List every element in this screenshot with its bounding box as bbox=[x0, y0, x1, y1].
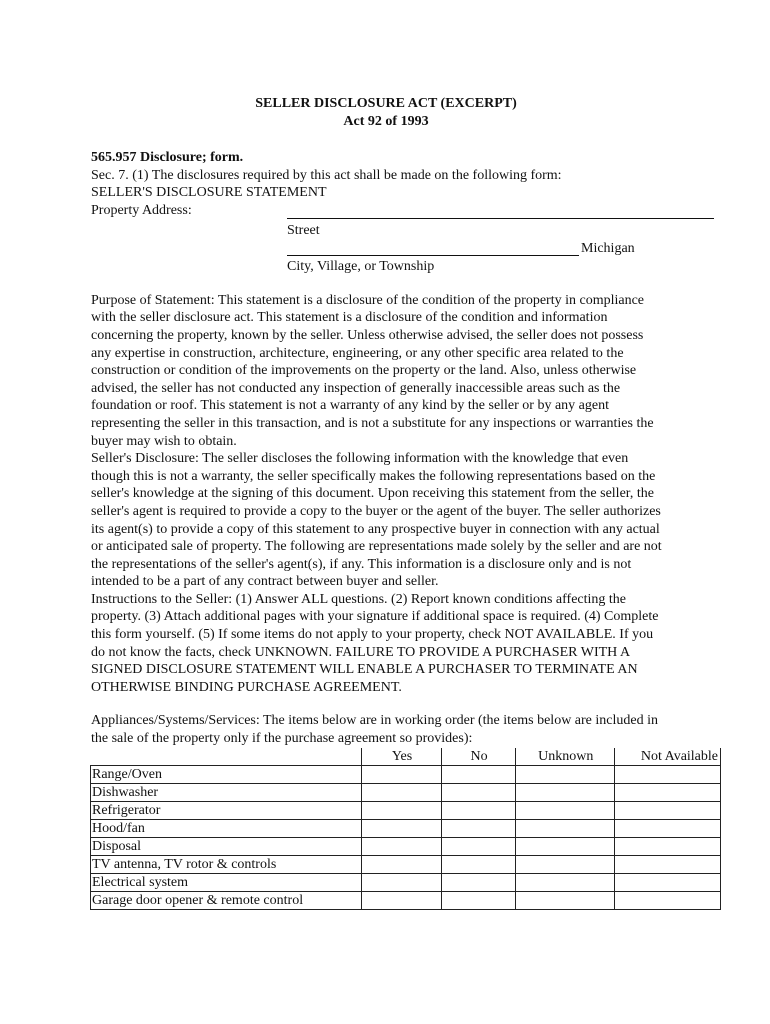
document-title: SELLER DISCLOSURE ACT (EXCERPT) bbox=[255, 96, 517, 111]
table-row bbox=[91, 837, 721, 855]
not-available-cell[interactable] bbox=[615, 891, 721, 909]
row-label: Range/Oven bbox=[91, 765, 362, 783]
section-intro: Sec. 7. (1) The disclosures required by this act shall be made on the following form: bbox=[91, 167, 562, 183]
no-cell[interactable] bbox=[442, 765, 516, 783]
yes-cell[interactable] bbox=[362, 873, 442, 891]
column-header-unknown: Unknown bbox=[516, 748, 615, 766]
unknown-cell[interactable] bbox=[516, 855, 615, 873]
not-available-cell[interactable] bbox=[615, 765, 721, 783]
text-line: though this is not a warranty, the seller specifically makes the following representations based on the bbox=[91, 468, 656, 484]
text-line: foundation or roof. This statement is not a warranty of any kind by the seller or by any agent bbox=[91, 398, 609, 414]
text-line: its agent(s) to provide a copy of this statement to any prospective buyer in connection with any actual bbox=[91, 521, 660, 537]
yes-cell[interactable] bbox=[362, 801, 442, 819]
table-row bbox=[91, 819, 721, 837]
column-header-item bbox=[91, 748, 362, 766]
text-line: buyer may wish to obtain. bbox=[91, 433, 237, 449]
unknown-cell[interactable] bbox=[516, 873, 615, 891]
state-label: Michigan bbox=[581, 240, 635, 256]
text-line: the sale of the property only if the purchase agreement so provides): bbox=[91, 731, 473, 747]
text-line: advised, the seller has not conducted any inspection of generally inaccessible areas such as the bbox=[91, 380, 621, 396]
no-cell[interactable] bbox=[442, 801, 516, 819]
no-cell[interactable] bbox=[442, 783, 516, 801]
street-field[interactable] bbox=[287, 218, 714, 219]
appliances-intro bbox=[91, 712, 716, 747]
yes-cell[interactable] bbox=[362, 783, 442, 801]
city-caption: City, Village, or Township bbox=[287, 258, 435, 274]
text-line: the representations of the seller's agent(s), if any. This information is a disclosure only and is not bbox=[91, 556, 632, 572]
section-heading: 565.957 Disclosure; form. bbox=[91, 150, 244, 165]
no-cell[interactable] bbox=[442, 855, 516, 873]
appliances-checklist-table bbox=[90, 748, 721, 910]
text-line: or anticipated sale of property. The following are representations made solely by the seller and are not bbox=[91, 539, 662, 555]
seller-disclosure-paragraph bbox=[91, 450, 706, 591]
title-block bbox=[91, 95, 681, 131]
disclosure-body bbox=[91, 292, 706, 697]
table-row bbox=[91, 891, 721, 909]
text-line: do not know the facts, check UNKNOWN. FAILURE TO PROVIDE A PURCHASER WITH A bbox=[91, 644, 631, 660]
column-header-not-available: Not Available bbox=[615, 748, 721, 766]
document-subtitle: Act 92 of 1993 bbox=[343, 114, 429, 129]
unknown-cell[interactable] bbox=[516, 801, 615, 819]
column-header-no: No bbox=[442, 748, 516, 766]
city-field[interactable] bbox=[287, 255, 579, 256]
text-line: Appliances/Systems/Services: The items below are in working order (the items below are included in bbox=[91, 713, 658, 729]
yes-cell[interactable] bbox=[362, 837, 442, 855]
column-header-yes: Yes bbox=[362, 748, 442, 766]
yes-cell[interactable] bbox=[362, 765, 442, 783]
property-address-block bbox=[91, 202, 721, 276]
text-line: construction or condition of the improvements on the property or the land. Also, unless otherwise bbox=[91, 363, 637, 379]
text-line: OTHERWISE BINDING PURCHASE AGREEMENT. bbox=[91, 679, 402, 695]
yes-cell[interactable] bbox=[362, 855, 442, 873]
text-line: seller's agent is required to provide a copy to the buyer or the agent of the buyer. The seller authorizes bbox=[91, 503, 661, 519]
yes-cell[interactable] bbox=[362, 891, 442, 909]
row-label: Garage door opener & remote control bbox=[91, 891, 362, 909]
text-line: seller's knowledge at the signing of this document. Upon receiving this statement from the seller, the bbox=[91, 486, 654, 502]
no-cell[interactable] bbox=[442, 837, 516, 855]
table-row bbox=[91, 873, 721, 891]
row-label: Refrigerator bbox=[91, 801, 362, 819]
row-label: Electrical system bbox=[91, 873, 362, 891]
not-available-cell[interactable] bbox=[615, 873, 721, 891]
row-label: Dishwasher bbox=[91, 783, 362, 801]
document-page bbox=[91, 95, 721, 910]
form-title: SELLER'S DISCLOSURE STATEMENT bbox=[91, 185, 327, 201]
text-line: representing the seller in this transaction, and is not a substitute for any inspections or warranties the bbox=[91, 415, 654, 431]
text-line: Purpose of Statement: This statement is a disclosure of the condition of the property in compliance bbox=[91, 292, 645, 308]
not-available-cell[interactable] bbox=[615, 783, 721, 801]
row-label: Hood/fan bbox=[91, 819, 362, 837]
not-available-cell[interactable] bbox=[615, 837, 721, 855]
unknown-cell[interactable] bbox=[516, 765, 615, 783]
street-caption: Street bbox=[287, 222, 320, 238]
row-label: Disposal bbox=[91, 837, 362, 855]
no-cell[interactable] bbox=[442, 891, 516, 909]
text-line: SIGNED DISCLOSURE STATEMENT WILL ENABLE A PURCHASER TO TERMINATE AN bbox=[91, 662, 638, 678]
unknown-cell[interactable] bbox=[516, 783, 615, 801]
text-line: any expertise in construction, architecture, engineering, or any other specific area related to the bbox=[91, 345, 624, 361]
text-line: concerning the property, known by the seller. Unless otherwise advised, the seller does not possess bbox=[91, 327, 644, 343]
purpose-paragraph bbox=[91, 292, 706, 450]
table-row bbox=[91, 855, 721, 873]
text-line: with the seller disclosure act. This statement is a disclosure of the condition and information bbox=[91, 310, 608, 326]
table-row bbox=[91, 765, 721, 783]
table-row bbox=[91, 783, 721, 801]
no-cell[interactable] bbox=[442, 819, 516, 837]
text-line: Instructions to the Seller: (1) Answer ALL questions. (2) Report known conditions affecting the bbox=[91, 591, 627, 607]
unknown-cell[interactable] bbox=[516, 837, 615, 855]
instructions-paragraph bbox=[91, 591, 706, 697]
not-available-cell[interactable] bbox=[615, 855, 721, 873]
unknown-cell[interactable] bbox=[516, 891, 615, 909]
yes-cell[interactable] bbox=[362, 819, 442, 837]
text-line: property. (3) Attach additional pages with your signature if additional space is required. (4) Complete bbox=[91, 609, 659, 625]
text-line: this form yourself. (5) If some items do not apply to your property, check NOT AVAILABLE. If you bbox=[91, 627, 654, 643]
row-label: TV antenna, TV rotor & controls bbox=[91, 855, 362, 873]
text-line: Seller's Disclosure: The seller discloses the following information with the knowledge that even bbox=[91, 451, 629, 467]
text-line: intended to be a part of any contract between buyer and seller. bbox=[91, 574, 439, 590]
property-address-label: Property Address: bbox=[91, 202, 192, 218]
not-available-cell[interactable] bbox=[615, 819, 721, 837]
unknown-cell[interactable] bbox=[516, 819, 615, 837]
table-header-row bbox=[91, 748, 721, 766]
not-available-cell[interactable] bbox=[615, 801, 721, 819]
table-row bbox=[91, 801, 721, 819]
no-cell[interactable] bbox=[442, 873, 516, 891]
